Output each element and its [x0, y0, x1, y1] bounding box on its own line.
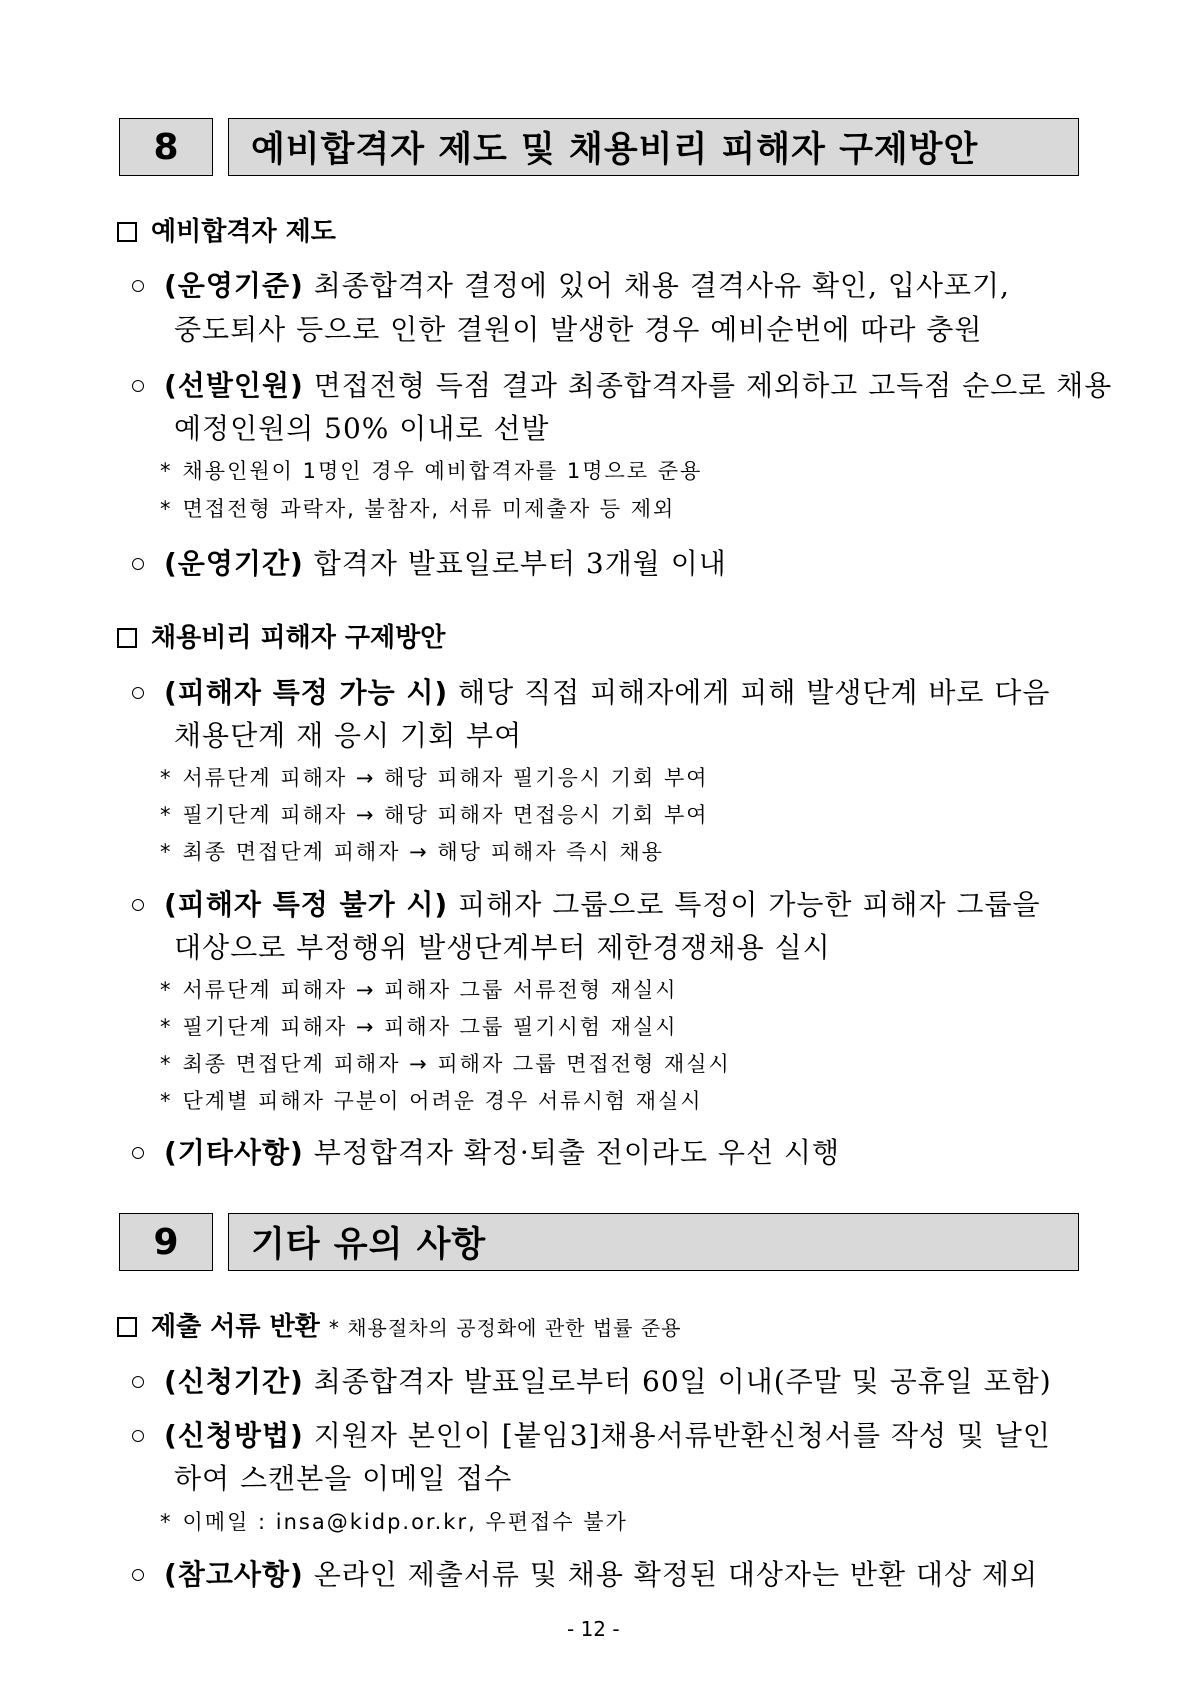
- section-number: 9: [153, 1221, 179, 1263]
- circle-bullet-icon: [132, 1147, 144, 1159]
- asterisk-icon: *: [160, 1089, 173, 1113]
- circle-bullet-icon: [132, 1430, 144, 1442]
- note-line: * 단계별 피해자 구분이 어려운 경우 서류시험 재실시: [160, 1089, 703, 1113]
- asterisk-icon: *: [160, 497, 173, 521]
- note-line: * 서류단계 피해자 → 해당 피해자 필기응시 기회 부여: [160, 766, 709, 790]
- bullet-item: [132, 1414, 1051, 1454]
- circle-bullet-icon: [132, 899, 144, 911]
- item-label: (피해자 특정 불가 시): [164, 888, 449, 921]
- item-text: 합격자 발표일로부터 3개월 이내: [303, 547, 727, 580]
- asterisk-icon: *: [160, 1052, 173, 1076]
- item-label: (참고사항): [164, 1558, 304, 1591]
- item-label: (피해자 특정 가능 시): [164, 676, 449, 709]
- asterisk-icon: *: [160, 766, 173, 790]
- subsection-heading: 예비합격자 제도: [117, 211, 336, 248]
- bullet-item: [132, 1360, 1052, 1400]
- item-text: 해당 직접 피해자에게 피해 발생단계 바로 다음: [448, 676, 1051, 709]
- page-number: - 12 -: [567, 1617, 620, 1641]
- bullet-item: [132, 1131, 840, 1171]
- section-title: 예비합격자 제도 및 채용비리 피해자 구제방안: [251, 130, 979, 170]
- circle-bullet-icon: [132, 1376, 144, 1388]
- section-title-box: [228, 118, 1079, 176]
- item-text: 온라인 제출서류 및 채용 확정된 대상자는 반환 대상 제외: [303, 1558, 1039, 1591]
- subsection-heading: 제출 서류 반환 * 채용절차의 공정화에 관한 법률 준용: [117, 1306, 681, 1343]
- circle-bullet-icon: [132, 1569, 144, 1581]
- bullet-item: [132, 671, 1050, 711]
- section-number-box: [119, 1213, 213, 1271]
- circle-bullet-icon: [132, 687, 144, 699]
- section-number-box: [119, 118, 213, 176]
- item-label: (기타사항): [164, 1136, 304, 1169]
- bullet-item: [132, 542, 727, 582]
- item-label: (운영기간): [164, 547, 304, 580]
- asterisk-icon: *: [160, 978, 173, 1002]
- circle-bullet-icon: [132, 380, 144, 392]
- bullet-item-continuation: 중도퇴사 등으로 인한 결원이 발생한 경우 예비순번에 따라 충원: [174, 313, 983, 346]
- bullet-item-continuation: 하여 스캔본을 이메일 접수: [174, 1462, 513, 1495]
- note-line: * 서류단계 피해자 → 피해자 그룹 서류전형 재실시: [160, 978, 678, 1002]
- item-text: 부정합격자 확정·퇴출 전이라도 우선 시행: [303, 1136, 841, 1169]
- item-text: 최종합격자 결정에 있어 채용 결격사유 확인, 입사포기,: [303, 269, 1010, 302]
- note-line: * 채용인원이 1명인 경우 예비합격자를 1명으로 준용: [160, 459, 703, 483]
- bullet-item-continuation: 채용단계 재 응시 기회 부여: [174, 719, 523, 752]
- item-label: (운영기준): [164, 269, 304, 302]
- bullet-item-continuation: 대상으로 부정행위 발생단계부터 제한경쟁채용 실시: [174, 931, 831, 964]
- item-text: 면접전형 득점 결과 최종합격자를 제외하고 고득점 순으로 채용: [303, 369, 1113, 402]
- note-line: * 최종 면접단계 피해자 → 피해자 그룹 면접전형 재실시: [160, 1052, 731, 1076]
- item-text: 최종합격자 발표일로부터 60일 이내(주말 및 공휴일 포함): [303, 1365, 1052, 1398]
- item-label: (신청방법): [164, 1419, 304, 1452]
- item-text: 지원자 본인이 [붙임3]채용서류반환신청서를 작성 및 날인: [303, 1419, 1051, 1452]
- item-label: (선발인원): [164, 369, 304, 402]
- note-line: * 필기단계 피해자 → 피해자 그룹 필기시험 재실시: [160, 1015, 678, 1039]
- asterisk-icon: *: [160, 1510, 173, 1534]
- bullet-item-continuation: 예정인원의 50% 이내로 선발: [174, 412, 550, 445]
- bullet-item: [132, 264, 1010, 304]
- circle-bullet-icon: [132, 280, 144, 292]
- note-line: * 최종 면접단계 피해자 → 해당 피해자 즉시 채용: [160, 840, 664, 864]
- checkbox-square-icon: [117, 222, 137, 242]
- section-title: 기타 유의 사항: [251, 1225, 487, 1265]
- asterisk-icon: *: [160, 840, 173, 864]
- item-label: (신청기간): [164, 1365, 304, 1398]
- asterisk-icon: *: [160, 459, 173, 483]
- circle-bullet-icon: [132, 558, 144, 570]
- bullet-item: [132, 364, 1112, 404]
- note-line: * 면접전형 과락자, 불참자, 서류 미제출자 등 제외: [160, 497, 676, 521]
- checkbox-square-icon: [117, 628, 137, 648]
- asterisk-icon: *: [160, 803, 173, 827]
- item-text: 피해자 그룹으로 특정이 가능한 피해자 그룹을: [448, 888, 1041, 921]
- checkbox-square-icon: [117, 1317, 137, 1337]
- note-line: * 이메일 : insa@kidp.or.kr, 우편접수 불가: [160, 1510, 628, 1534]
- note-line: * 필기단계 피해자 → 해당 피해자 면접응시 기회 부여: [160, 803, 709, 827]
- section-title-box: [228, 1213, 1079, 1271]
- subsection-heading: 채용비리 피해자 구제방안: [117, 617, 445, 654]
- bullet-item: [132, 883, 1041, 923]
- section-number: 8: [153, 126, 179, 168]
- heading-note: * 채용절차의 공정화에 관한 법률 준용: [328, 1316, 682, 1340]
- bullet-item: [132, 1553, 1038, 1593]
- asterisk-icon: *: [160, 1015, 173, 1039]
